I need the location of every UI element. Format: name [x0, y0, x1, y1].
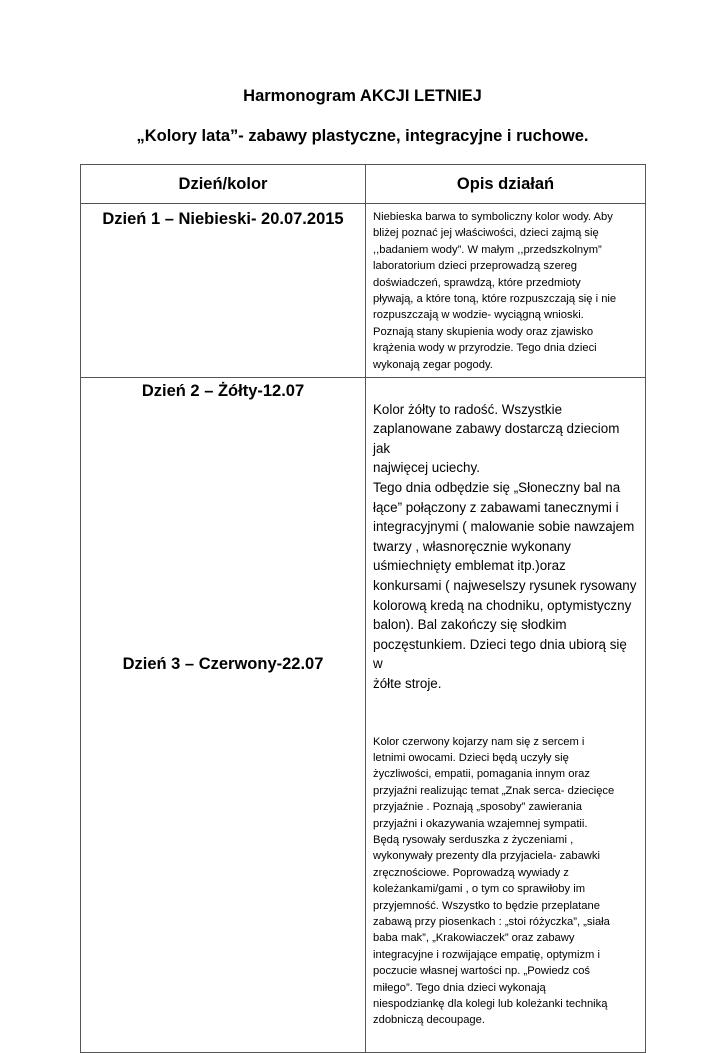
day-3-label: Dzień 3 – Czerwony-22.07 — [122, 655, 324, 674]
day-3-description: Kolor czerwony kojarzy nam się z sercem i letnimi owocami. Dzieci będą uczyły się życzliwości, empatii, pomagania innym oraz przyjaźni realizując temat „Znak serca- dziecięce przyjaźnie . Poznają „sposoby” zawierania przyjaźni i okazywania wzajemnej sympatii. Będą rysowały serduszka z życzeniami , wykonywały prezenty dla przyjaciela- zabawki zręcznościowe. Poprowadzą wywiady z koleżankami/gami , o tym co sprawiłoby im przyjemność. Wszystko to będzie przeplatane zabawą przy piosenkach : „stoi różyczka”, „siała baba mak”, „Krakowiaczek” oraz zabawy integracyjne i rozwijające empatię, optymizm i poczucie własnej wartości np. „Powiedz coś miłego”. Tego dnia dzieci wykonają niespodziankę dla kolegi lub koleżanki techniką zdobniczą decoupage. — [373, 735, 615, 1027]
table-row — [81, 378, 646, 1053]
table-row — [81, 204, 646, 378]
description-cell — [366, 378, 646, 1053]
header-day-color: Dzień/kolor — [81, 165, 366, 204]
document-subtitle: „Kolory lata”- zabawy plastyczne, integracyjne i ruchowe. — [136, 127, 589, 145]
table-header-row — [81, 165, 646, 204]
day-2-label: Dzień 2 – Żółty-12.07 — [141, 382, 305, 401]
day-1-label: Dzień 1 – Niebieski- 20.07.2015 — [102, 210, 344, 228]
day-cell — [81, 204, 366, 378]
day-2-description: Kolor żółty to radość. Wszystkie zaplanowane zabawy dostarczą dzieciom jak najwięcej uciechy. Tego dnia odbędzie się „Słoneczny bal na łące” połączony z zabawami tanecznymi i integracyjnymi ( malowanie sobie nawzajem twarzy , własnoręcznie wykonany uśmiechnięty emblemat itp.)oraz konkursami ( najweselszy rysunek rysowany kolorową kredą na chodniku, optymistyczny balon). Bal zakończy się słodkim poczęstunkiem. Dzieci tego dnia ubiorą się w żółte stroje. — [373, 401, 637, 691]
header-activities-description: Opis działań — [366, 165, 646, 204]
document-title: Harmonogram AKCJI LETNIEJ — [243, 87, 482, 105]
day-1-description: Niebieska barwa to symboliczny kolor wody. Aby bliżej poznać jej właściwości, dzieci zajmą się ,,badaniem wody”. W małym ,,przedszkolnym” laboratorium dzieci przeprowadzą szereg doświadczeń, sprawdzą, które przedmioty pływają, a które toną, które rozpuszczają się i nie rozpuszczają w wodzie- wyciągną wnioski. Poznają stany skupienia wody oraz zjawisko krążenia wody w przyrodzie. Tego dnia dzieci wykonają zegar pogody. — [366, 204, 646, 378]
day-cell — [81, 378, 366, 1053]
schedule-table — [80, 164, 646, 1053]
